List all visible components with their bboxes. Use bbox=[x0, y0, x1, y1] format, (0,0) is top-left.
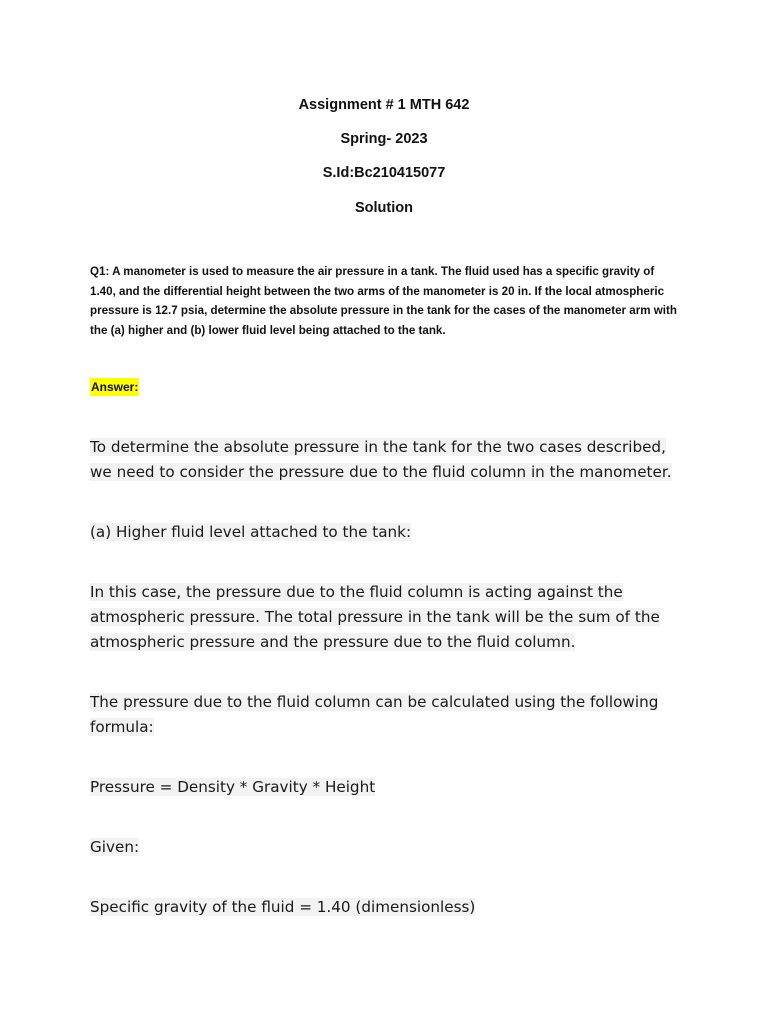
assignment-title: Assignment # 1 MTH 642 bbox=[298, 97, 470, 113]
paragraph-case-a-explanation-text: In this case, the pressure due to the fluid column is acting against the atmospheric pressure. The total pressure in the tank will be the sum of the atmospheric pressure and the pressure due to the fluid column. bbox=[90, 583, 660, 651]
student-id: S.Id:Bc210415077 bbox=[322, 165, 446, 181]
paragraph-formula-text: Pressure = Density * Gravity * Height bbox=[90, 778, 376, 796]
solution-heading: Solution bbox=[355, 200, 413, 216]
paragraph-specific-gravity bbox=[90, 895, 690, 920]
answer-label: Answer: bbox=[91, 380, 139, 394]
paragraph-specific-gravity-text: Specific gravity of the fluid = 1.40 (dimensionless) bbox=[90, 898, 476, 916]
paragraph-intro-text: To determine the absolute pressure in the tank for the two cases described, we need to consider the pressure due to the fluid column in the manometer. bbox=[90, 438, 672, 481]
paragraph-formula bbox=[90, 775, 690, 800]
paragraph-case-a-heading-text: (a) Higher fluid level attached to the tank: bbox=[90, 523, 412, 541]
paragraph-given bbox=[90, 835, 690, 860]
paragraph-case-a-explanation bbox=[90, 580, 690, 655]
question-text: Q1: A manometer is used to measure the air pressure in a tank. The fluid used has a specific gravity of 1.40, and the differential height between the two arms of the manometer is 20 in. If the local atmospheric pressure is 12.7 psia, determine the absolute pressure in the tank for the cases of the manometer arm with the (a) higher and (b) lower fluid level being attached to the tank. bbox=[90, 265, 677, 337]
paragraph-given-text: Given: bbox=[90, 838, 140, 856]
paragraph-formula-intro-text: The pressure due to the fluid column can be calculated using the following formula: bbox=[90, 693, 659, 736]
paragraph-intro bbox=[90, 435, 690, 485]
semester-label: Spring- 2023 bbox=[340, 131, 428, 147]
paragraph-case-a-heading bbox=[90, 520, 690, 545]
paragraph-formula-intro bbox=[90, 690, 690, 740]
